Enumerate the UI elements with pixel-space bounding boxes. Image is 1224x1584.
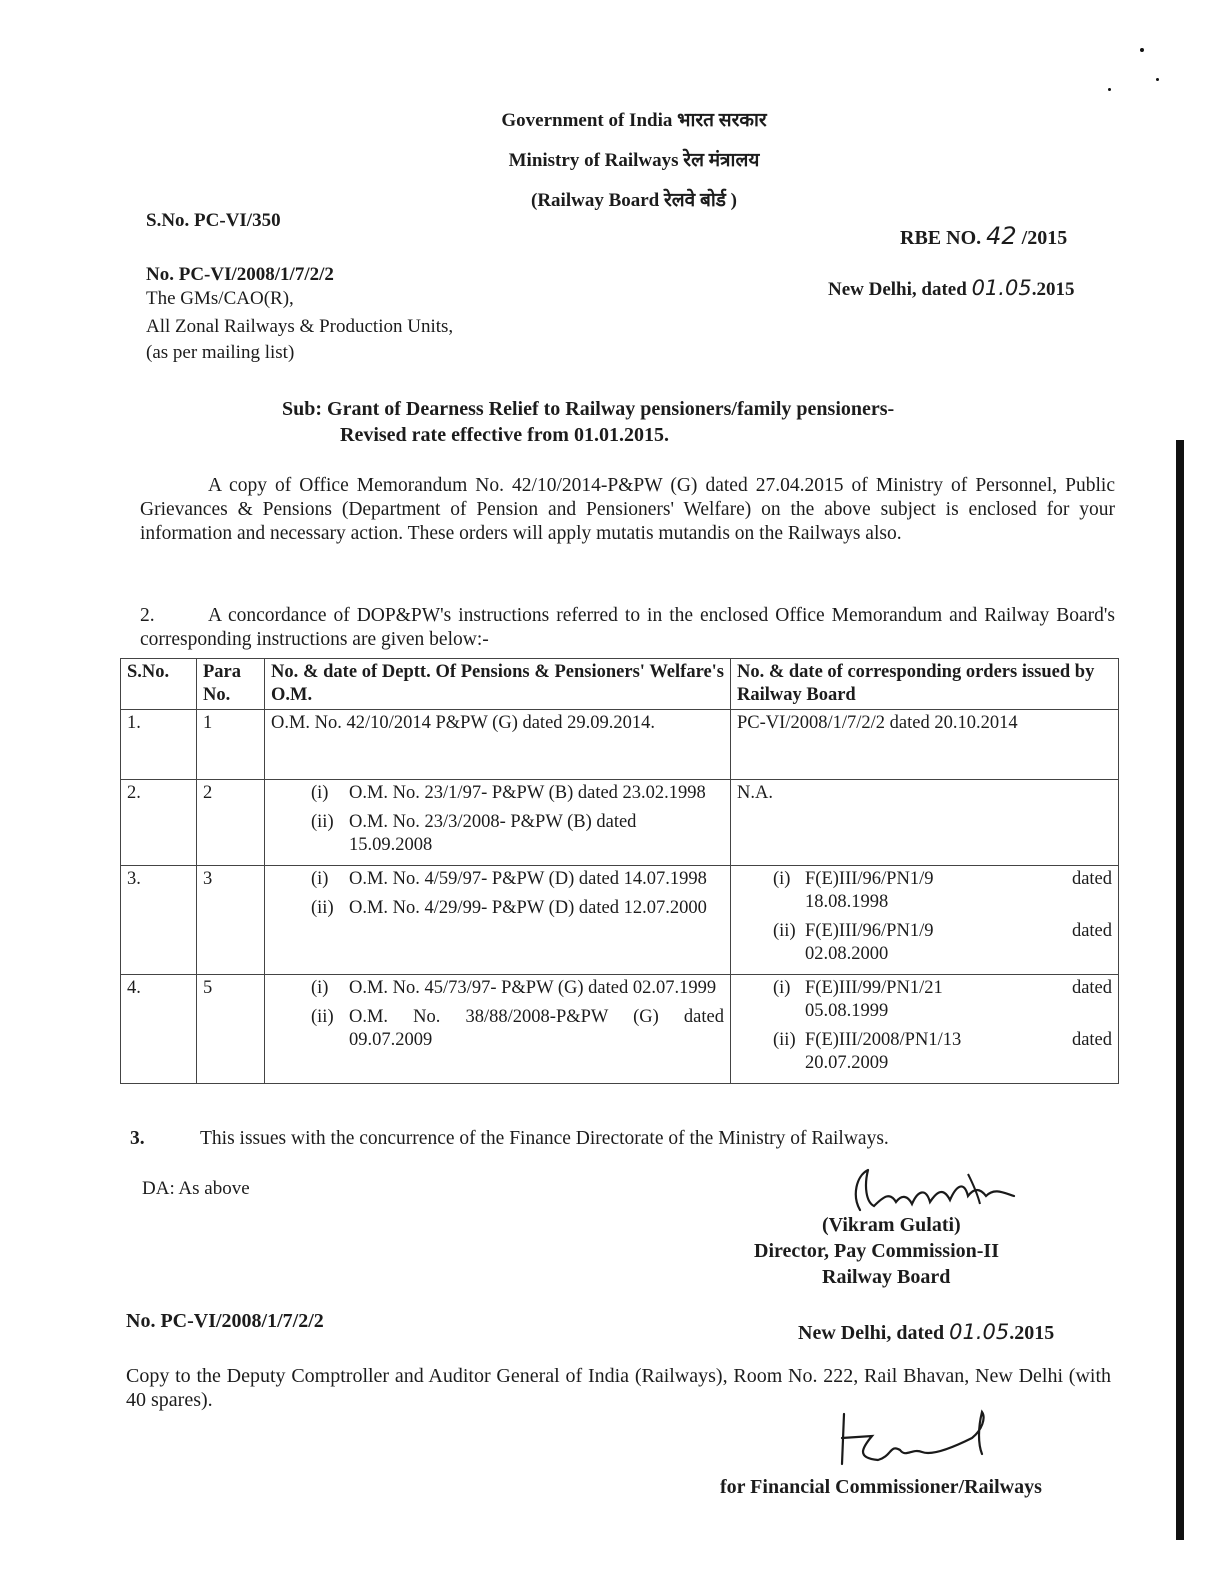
om-sub-label: (ii) — [311, 898, 334, 918]
om-sub-text: O.M. No. 45/73/97- P&PW (G) dated 02.07.1999 — [349, 978, 717, 998]
rbe-number — [900, 222, 1067, 250]
om-sub-label: (ii) — [311, 812, 334, 832]
header-para: Para No. — [197, 659, 265, 710]
table-row — [121, 866, 1119, 975]
rb-sub-dated: dated — [1071, 978, 1112, 998]
copy-date-day: 01 — [949, 1320, 976, 1344]
issue-date-month: .05 — [998, 276, 1032, 300]
cell-rb: N.A. — [731, 780, 1119, 866]
rb-sub-date: 20.07.2009 — [805, 1053, 889, 1073]
om-sub-text: O.M. No. 38/88/2008-P&PW (G) dated 09.07.2009 — [349, 1007, 724, 1050]
table-row — [121, 710, 1119, 780]
rbe-prefix: RBE NO. — [900, 227, 982, 249]
subject-line-2: Revised rate effective from 01.01.2015. — [340, 424, 669, 446]
for-financial-commissioner: for Financial Commissioner/Railways — [720, 1476, 1042, 1498]
rb-sub-ref: F(E)III/96/PN1/9 — [805, 869, 934, 889]
rb-sub-label: (i) — [773, 978, 791, 998]
file-number: No. PC-VI/2008/1/7/2/2 — [146, 264, 334, 285]
cell-rb — [731, 866, 1119, 975]
rb-sub-date: 18.08.1998 — [805, 892, 889, 912]
om-sub-label: (i) — [311, 869, 329, 889]
paragraph-3-number: 3. — [130, 1128, 145, 1149]
rb-sub-label: (i) — [773, 869, 791, 889]
rb-sub-dated: dated — [1071, 921, 1112, 941]
rb-sub-dated: dated — [1071, 1030, 1112, 1050]
rb-sub-date: 02.08.2000 — [805, 944, 889, 964]
paragraph-2-text: A concordance of DOP&PW's instructions referred to in the enclosed Office Memorandum and Railway Board's corresponding instructions are given below:- — [140, 605, 1115, 650]
header-board: (Railway Board रेलवे बोर्ड ) — [531, 190, 737, 211]
rbe-year: /2015 — [1021, 227, 1068, 249]
table-header-row — [121, 659, 1119, 710]
om-sub-text: O.M. No. 4/29/99- P&PW (D) dated 12.07.2000 — [349, 898, 707, 918]
copy-date-label: New Delhi, dated — [798, 1322, 945, 1344]
rb-sub-ref: F(E)III/96/PN1/9 — [805, 921, 934, 941]
header-government: Government of India भारत सरकार — [501, 110, 767, 131]
signature-for-fc — [832, 1408, 1002, 1472]
copy-date-month: .05 — [975, 1320, 1010, 1344]
copy-date — [798, 1320, 1054, 1345]
cell-om — [265, 780, 731, 866]
addressee-line-1: The GMs/CAO(R), — [146, 288, 294, 309]
header-ministry: Ministry of Railways रेल मंत्रालय — [508, 150, 760, 171]
rb-sub-dated: dated — [1071, 869, 1112, 889]
enclosure-note: DA: As above — [142, 1178, 250, 1199]
rb-sub-ref: F(E)III/99/PN1/21 — [805, 978, 943, 998]
cell-om: O.M. No. 42/10/2014 P&PW (G) dated 29.09.2014. — [265, 710, 731, 780]
scan-speck — [1108, 88, 1111, 91]
paragraph-2 — [140, 604, 1115, 652]
om-sub-label: (ii) — [311, 1007, 334, 1027]
cell-para: 2 — [197, 780, 265, 866]
concordance-table — [120, 658, 1119, 1084]
signatory-designation: Director, Pay Commission-II — [754, 1240, 999, 1262]
issue-date-day: 01 — [971, 276, 999, 300]
scan-speck — [1140, 48, 1144, 52]
issue-date-year: .2015 — [1031, 279, 1075, 300]
signatory-name: (Vikram Gulati) — [822, 1214, 961, 1236]
cell-para: 5 — [197, 975, 265, 1084]
header-rb: No. & date of corresponding orders issued by Railway Board — [731, 659, 1119, 710]
table-row — [121, 780, 1119, 866]
signatory-office: Railway Board — [822, 1266, 951, 1288]
serial-number: S.No. PC-VI/350 — [146, 210, 281, 231]
scan-edge-bar — [1176, 440, 1184, 1540]
cell-para: 1 — [197, 710, 265, 780]
cell-rb: PC-VI/2008/1/7/2/2 dated 20.10.2014 — [731, 710, 1119, 780]
cell-para: 3 — [197, 866, 265, 975]
cell-sno: 2. — [121, 780, 197, 866]
issue-date-label: New Delhi, dated — [828, 279, 967, 300]
rb-sub-date: 05.08.1999 — [805, 1001, 889, 1021]
paragraph-3 — [130, 1128, 889, 1150]
rb-sub-ref: F(E)III/2008/PN1/13 — [805, 1030, 962, 1050]
om-sub-text: O.M. No. 23/1/97- P&PW (B) dated 23.02.1998 — [349, 783, 706, 803]
rb-sub-label: (ii) — [773, 921, 796, 941]
header-sno: S.No. — [121, 659, 197, 710]
paragraph-3-text: This issues with the concurrence of the Finance Directorate of the Ministry of Railways. — [200, 1128, 889, 1149]
om-sub-text: O.M. No. 4/59/97- P&PW (D) dated 14.07.1998 — [349, 869, 707, 889]
issue-date — [828, 276, 1074, 301]
header-om: No. & date of Deptt. Of Pensions & Pensioners' Welfare's O.M. — [265, 659, 731, 710]
copy-to-text: Copy to the Deputy Comptroller and Auditor General of India (Railways), Room No. 222, Rail Bhavan, New Delhi (with 40 spares). — [126, 1365, 1111, 1411]
subject-line-1: Sub: Grant of Dearness Relief to Railway pensioners/family pensioners- — [282, 398, 895, 420]
paragraph-1: A copy of Office Memorandum No. 42/10/2014-P&PW (G) dated 27.04.2015 of Ministry of Personnel, Public Grievances & Pensions (Department of Pension and Pensioners' Welfare) on the above subject is enclosed for your information and necessary action. These orders will apply mutatis mutandis on the Railways also. — [140, 475, 1115, 544]
rb-sub-label: (ii) — [773, 1030, 796, 1050]
addressee-line-3: (as per mailing list) — [146, 342, 295, 363]
om-sub-text: O.M. No. 23/3/2008- P&PW (B) dated 15.09.2008 — [349, 812, 637, 855]
scan-speck — [1156, 78, 1159, 81]
om-sub-label: (i) — [311, 783, 329, 803]
addressee-line-2: All Zonal Railways & Production Units, — [146, 316, 454, 337]
copy-file-number: No. PC-VI/2008/1/7/2/2 — [126, 1310, 324, 1332]
copy-date-year: .2015 — [1009, 1322, 1055, 1344]
paragraph-2-number: 2. — [140, 605, 155, 626]
cell-sno: 1. — [121, 710, 197, 780]
cell-sno: 4. — [121, 975, 197, 1084]
cell-om — [265, 866, 731, 975]
cell-om — [265, 975, 731, 1084]
om-sub-label: (i) — [311, 978, 329, 998]
cell-rb — [731, 975, 1119, 1084]
cell-sno: 3. — [121, 866, 197, 975]
table-row — [121, 975, 1119, 1084]
rbe-handwritten-number: 42 — [986, 222, 1017, 250]
